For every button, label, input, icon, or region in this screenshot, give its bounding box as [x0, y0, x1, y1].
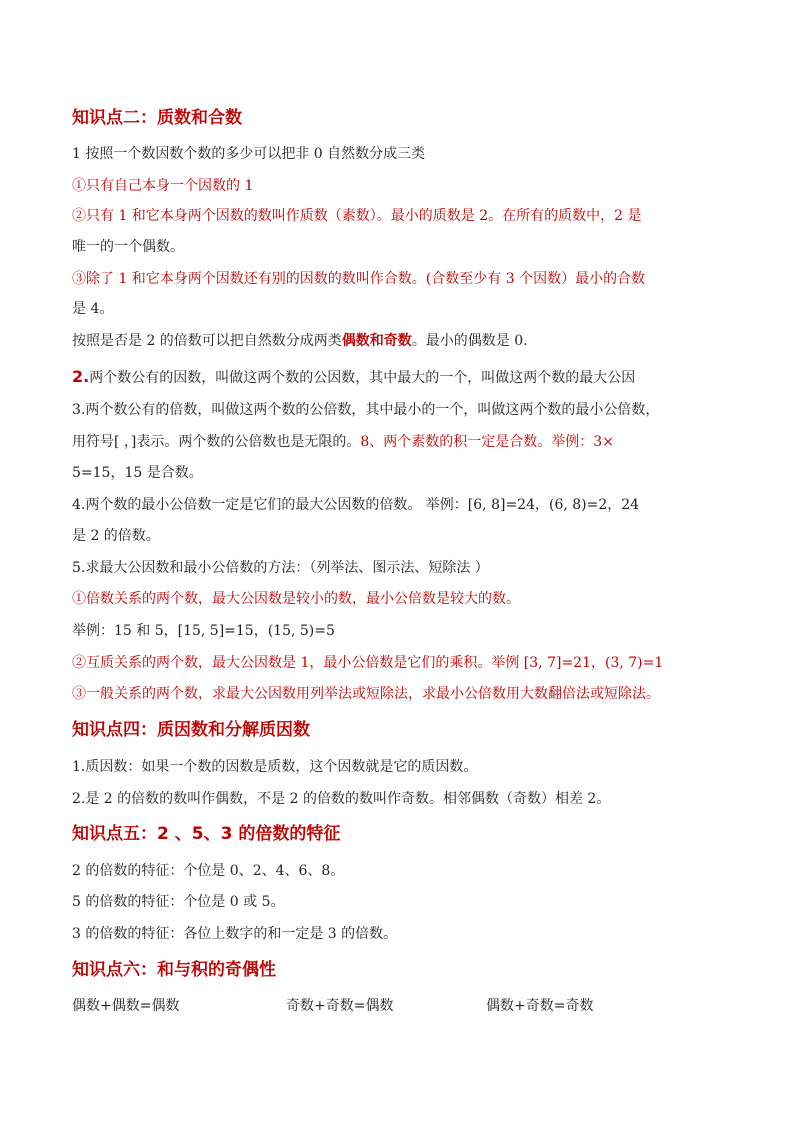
paragraph: ③一般关系的两个数，求最大公因数用列举法或短除法，求最小公倍数用大数翻倍法或短除法。: [72, 686, 660, 702]
paragraph: [72, 430, 614, 454]
item-number: 2.: [72, 367, 90, 386]
paragraph: 1.质因数：如果一个数的因数是质数，这个因数就是它的质因数。: [72, 759, 478, 775]
paragraph: 是 4。: [72, 301, 114, 317]
paragraph: 4.两个数的最小公倍数一定是它们的最大公因数的倍数。 举例：[6, 8]=24，(6, 8)=2，24: [72, 497, 640, 513]
text: 。最小的偶数是 0.: [411, 333, 528, 349]
parity-rule: 偶数+奇数=奇数: [486, 998, 594, 1014]
paragraph: [72, 329, 528, 353]
paragraph: 举例：15 和 5，[15, 5]=15，(15, 5)=5: [72, 623, 335, 639]
text: 用符号[ ，]表示。两个数的公倍数也是无限的。: [72, 434, 361, 450]
text: 两个数公有的因数，叫做这两个数的公因数，其中最大的一个，叫做这两个数的最大公因: [89, 370, 636, 386]
paragraph: 唯一的一个偶数。: [72, 239, 184, 255]
emphasis-text: 偶数和奇数: [341, 333, 412, 349]
parity-rule: 奇数+奇数=偶数: [286, 998, 394, 1014]
red-text: 8、两个素数的积一定是合数。举例：3×: [360, 434, 614, 450]
paragraph: 3 的倍数的特征：各位上数字的和一定是 3 的倍数。: [72, 926, 398, 942]
paragraph: 2 的倍数的特征：个位是 0、2、4、6、8。: [72, 863, 345, 879]
paragraph: 是 2 的倍数。: [72, 528, 160, 544]
paragraph: 2.是 2 的倍数的数叫作偶数，不是 2 的倍数的数叫作奇数。相邻偶数（奇数）相差 2。: [72, 791, 611, 807]
section5-heading: 知识点五：2 、5、3 的倍数的特征: [72, 824, 341, 844]
section2-heading: 知识点二：质数和合数: [72, 108, 242, 128]
paragraph: ①倍数关系的两个数，最大公因数是较小的数，最小公倍数是较大的数。: [72, 591, 520, 607]
paragraph: 5=15，15 是合数。: [72, 465, 203, 481]
paragraph: 3.两个数公有的倍数，叫做这两个数的公倍数，其中最小的一个，叫做这两个数的最小公倍数，: [72, 402, 660, 418]
paragraph: ③除了 1 和它本身两个因数还有别的因数的数叫作合数。(合数至少有 3 个因数）最小的合数: [72, 271, 646, 287]
paragraph: [72, 365, 635, 390]
paragraph: 1 按照一个数因数个数的多少可以把非 0 自然数分成三类: [72, 146, 426, 162]
text: 按照是否是 2 的倍数可以把自然数分成两类: [72, 333, 342, 349]
parity-rule: 偶数+偶数=偶数: [72, 998, 180, 1014]
section4-heading: 知识点四：质因数和分解质因数: [72, 720, 310, 740]
paragraph: ①只有自己本身一个因数的 1: [72, 178, 254, 194]
paragraph: ②互质关系的两个数，最大公因数是 1，最小公倍数是它们的乘积。举例 [3, 7]=21，(3, 7)=1: [72, 655, 664, 671]
paragraph: 5.求最大公因数和最小公倍数的方法：（列举法、图示法、短除法 ）: [72, 560, 489, 576]
paragraph: ②只有 1 和它本身两个因数的数叫作质数（素数）。最小的质数是 2。在所有的质数中，2 是: [72, 208, 642, 224]
paragraph: 5 的倍数的特征：个位是 0 或 5。: [72, 894, 285, 910]
section6-heading: 知识点六：和与积的奇偶性: [72, 960, 276, 980]
